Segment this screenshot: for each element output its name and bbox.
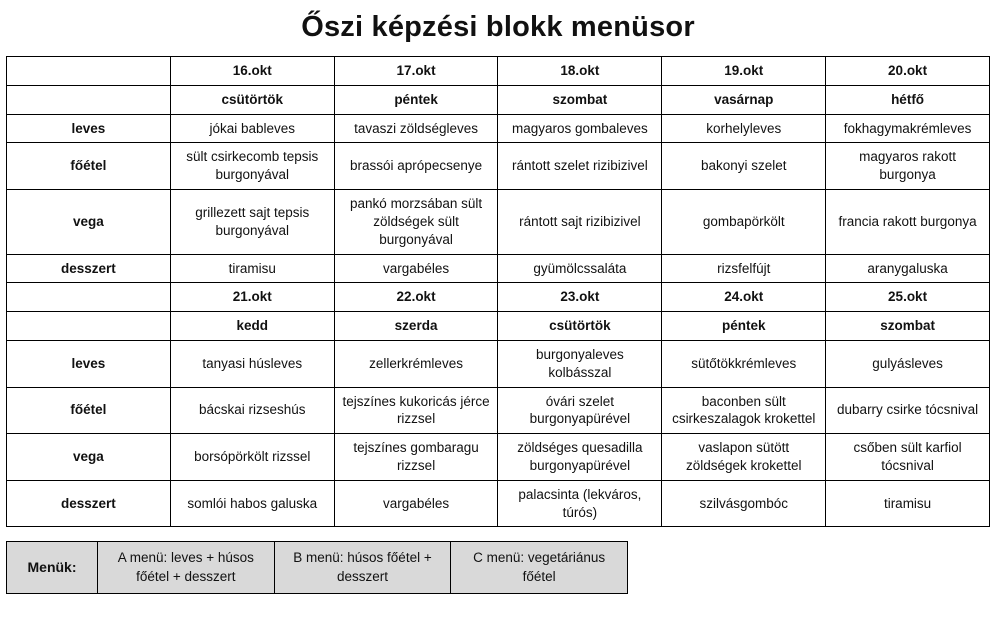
menu-cell: tavaszi zöldségleves	[334, 114, 498, 143]
row-label-desszert: desszert	[7, 480, 171, 527]
menu-cell: rizsfelfújt	[662, 254, 826, 283]
menu-cell: bácskai rizseshús	[170, 387, 334, 434]
date-header: 20.okt	[826, 57, 990, 86]
weekday-header: péntek	[662, 312, 826, 341]
weekday-header: szombat	[826, 312, 990, 341]
table-row-foetel-week1	[7, 143, 990, 190]
table-row-weekdays-week1	[7, 85, 990, 114]
menu-cell: magyaros rakott burgonya	[826, 143, 990, 190]
date-header: 25.okt	[826, 283, 990, 312]
corner-cell-week2	[7, 283, 171, 312]
menu-cell: dubarry csirke tócsnival	[826, 387, 990, 434]
menu-cell: rántott sajt rizibizivel	[498, 190, 662, 254]
table-row-dates-week1	[7, 57, 990, 86]
menu-cell: gombapörkölt	[662, 190, 826, 254]
corner-cell-week1-weekday	[7, 85, 171, 114]
menu-cell: szilvásgombóc	[662, 480, 826, 527]
menu-cell: aranygaluska	[826, 254, 990, 283]
menu-cell: óvári szelet burgonyapürével	[498, 387, 662, 434]
menu-cell: vargabéles	[334, 254, 498, 283]
table-row-dates-week2	[7, 283, 990, 312]
table-row-weekdays-week2	[7, 312, 990, 341]
table-row-desszert-week2	[7, 480, 990, 527]
menu-table	[6, 56, 990, 527]
table-row-desszert-week1	[7, 254, 990, 283]
weekday-header: szerda	[334, 312, 498, 341]
weekday-header: péntek	[334, 85, 498, 114]
corner-cell-week1	[7, 57, 171, 86]
menu-cell: grillezett sajt tepsis burgonyával	[170, 190, 334, 254]
date-header: 19.okt	[662, 57, 826, 86]
table-row-leves-week1	[7, 114, 990, 143]
menu-cell: korhelyleves	[662, 114, 826, 143]
date-header: 23.okt	[498, 283, 662, 312]
weekday-header: csütörtök	[170, 85, 334, 114]
legend-row	[7, 542, 628, 593]
legend-item: A menü: leves + húsos főétel + desszert	[98, 542, 275, 593]
menu-cell: csőben sült karfiol tócsnival	[826, 434, 990, 481]
legend-item: C menü: vegetáriánus főétel	[451, 542, 628, 593]
menu-cell: gyümölcssaláta	[498, 254, 662, 283]
menu-cell: tiramisu	[170, 254, 334, 283]
row-label-vega: vega	[7, 190, 171, 254]
table-row-leves-week2	[7, 340, 990, 387]
menu-cell: tejszínes gombaragu rizzsel	[334, 434, 498, 481]
menu-cell: francia rakott burgonya	[826, 190, 990, 254]
menu-cell: magyaros gombaleves	[498, 114, 662, 143]
page-title: Őszi képzési blokk menüsor	[301, 11, 695, 43]
menu-cell: somlói habos galuska	[170, 480, 334, 527]
menu-cell: tiramisu	[826, 480, 990, 527]
row-label-leves: leves	[7, 114, 171, 143]
menu-cell: zöldséges quesadilla burgonyapürével	[498, 434, 662, 481]
weekday-header: csütörtök	[498, 312, 662, 341]
row-label-leves: leves	[7, 340, 171, 387]
weekday-header: vasárnap	[662, 85, 826, 114]
date-header: 18.okt	[498, 57, 662, 86]
legend-item: B menü: húsos főétel + desszert	[274, 542, 451, 593]
menu-cell: zellerkrémleves	[334, 340, 498, 387]
menu-cell: sült csirkecomb tepsis burgonyával	[170, 143, 334, 190]
date-header: 24.okt	[662, 283, 826, 312]
menu-cell: jókai bableves	[170, 114, 334, 143]
table-row-foetel-week2	[7, 387, 990, 434]
table-row-vega-week2	[7, 434, 990, 481]
row-label-vega: vega	[7, 434, 171, 481]
weekday-header: hétfő	[826, 85, 990, 114]
date-header: 17.okt	[334, 57, 498, 86]
menu-cell: gulyásleves	[826, 340, 990, 387]
date-header: 21.okt	[170, 283, 334, 312]
menu-cell: burgonyaleves kolbásszal	[498, 340, 662, 387]
menu-cell: tejszínes kukoricás jérce rizzsel	[334, 387, 498, 434]
corner-cell-week2-weekday	[7, 312, 171, 341]
menu-cell: brassói aprópecsenye	[334, 143, 498, 190]
date-header: 16.okt	[170, 57, 334, 86]
weekday-header: szombat	[498, 85, 662, 114]
table-row-vega-week1	[7, 190, 990, 254]
legend-label: Menük:	[7, 542, 98, 593]
menu-cell: sütőtökkrémleves	[662, 340, 826, 387]
menu-cell: fokhagymakrémleves	[826, 114, 990, 143]
legend-section	[6, 541, 996, 593]
legend-table	[6, 541, 628, 593]
row-label-foetel: főétel	[7, 143, 171, 190]
menu-cell: borsópörkölt rizssel	[170, 434, 334, 481]
row-label-desszert: desszert	[7, 254, 171, 283]
menu-cell: palacsinta (lekváros, túrós)	[498, 480, 662, 527]
menu-cell: vargabéles	[334, 480, 498, 527]
menu-cell: tanyasi húsleves	[170, 340, 334, 387]
menu-cell: vaslapon sütött zöldségek krokettel	[662, 434, 826, 481]
weekday-header: kedd	[170, 312, 334, 341]
row-label-foetel: főétel	[7, 387, 171, 434]
menu-cell: pankó morzsában sült zöldségek sült burgonyával	[334, 190, 498, 254]
menu-cell: baconben sült csirkeszalagok krokettel	[662, 387, 826, 434]
menu-cell: bakonyi szelet	[662, 143, 826, 190]
menu-cell: rántott szelet rizibizivel	[498, 143, 662, 190]
date-header: 22.okt	[334, 283, 498, 312]
